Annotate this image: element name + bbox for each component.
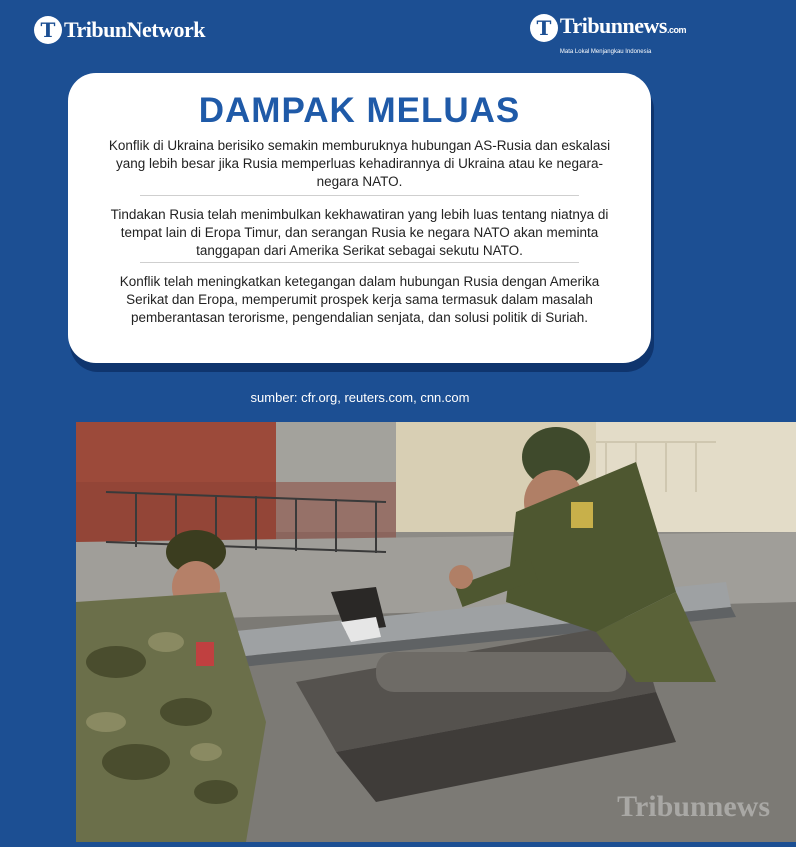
photo-watermark: Tribunnews [617, 790, 770, 823]
tribunnews-logo [530, 14, 686, 64]
paragraph-1: Konflik di Ukraina berisiko semakin memburuknya hubungan AS-Rusia dan eskalasi yang lebih besar jika Rusia memperluas kehadirannya di Ukraina atau ke negara-negara NATO. [108, 138, 611, 189]
right-logo-suffix: .com [666, 25, 686, 35]
tribun-t-icon: T [34, 16, 62, 44]
right-logo-tagline: Mata Lokal Menjangkau Indonesia [559, 49, 652, 55]
tribun-t-icon: T [530, 14, 558, 42]
card-title: DAMPAK MELUAS [198, 91, 521, 130]
right-logo-text [560, 14, 686, 64]
soldiers-photo-illustration [76, 422, 796, 842]
right-logo-name: Tribunnews [559, 13, 667, 38]
left-logo-text: TribunNetwork [64, 17, 205, 42]
news-photo [76, 422, 796, 842]
tribunnetwork-logo [34, 16, 205, 44]
source-credit: sumber: cfr.org, reuters.com, cnn.com [250, 390, 470, 405]
paragraph-2: Tindakan Rusia telah menimbulkan kekhawatiran yang lebih luas tentang niatnya di tempat lain di Eropa Timur, dan serangan Rusia ke negara NATO akan meminta tanggapan dari Amerika Serikat sebagai sekutu NATO. [110, 207, 609, 258]
divider [140, 195, 579, 196]
paragraph-3: Konflik telah meningkatkan ketegangan dalam hubungan Rusia dengan Amerika Serikat dan Eropa, memperumit prospek kerja sama termasuk dalam masalah pemberantasan terorisme, pengendalian senjata, dan solusi politik di Suriah. [119, 274, 600, 325]
divider [140, 262, 579, 263]
info-card [68, 73, 651, 363]
